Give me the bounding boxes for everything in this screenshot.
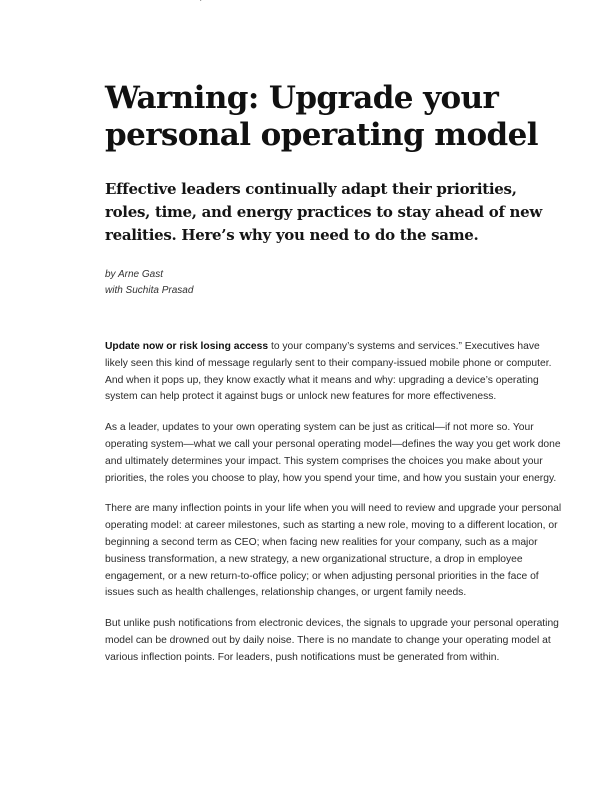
body-paragraph-3: There are many inflection points in your life when you will need to review and upgrade your personal operating model: at career milestones, such as starting a new role, moving to a different location, or beginning a second term as CEO; when facing new realities for your company, such as a major business transformation, a new strategy, a new organizational structure, a drop in employee engagement, or a new return-to-office policy; or when adjusting personal priorities in the face of issues such as health challenges, relationship changes, or urgent family needs. (105, 503, 562, 599)
byline-author: by Arne Gast (105, 269, 163, 280)
paragraph-1-text: to your company’s systems and services.” Executives have likely seen this kind of message regularly sent to their company-issued mobile phone or computer. And when it pops up, they know exactly what it means and why: upgrading a device’s operating system can help protect it against bugs or unlock new features for more effectiveness. (105, 341, 552, 403)
byline-coauthor: with Suchita Prasad (105, 285, 194, 296)
body-paragraph-1 (105, 339, 565, 406)
article-title: Warning: Upgrade your personal operating model (105, 80, 538, 153)
article (105, 80, 565, 681)
logo-icon (100, 0, 220, 8)
article-body (105, 339, 565, 667)
body-paragraph-2: As a leader, updates to your own operating system can be just as critical—if not more so. Your operating system—what we call your personal operating model—defines the way you get work done and ultimately determines your impact. This system comprises the choices you make about your priorities, the roles you choose to play, how you spend your time, and how you sustain your energy. (105, 422, 561, 484)
lead-text: Update now or risk losing access (105, 341, 269, 352)
article-subtitle: Effective leaders continually adapt their priorities, roles, time, and energy practices to stay ahead of new realities. Here’s why you need to do the same. (105, 180, 543, 244)
byline (105, 267, 565, 299)
body-paragraph-4: But unlike push notifications from electronic devices, the signals to upgrade your personal operating model can be drowned out by daily noise. There is no mandate to change your operating model at various inflection points. For leaders, push notifications must be generated from within. (105, 618, 559, 663)
